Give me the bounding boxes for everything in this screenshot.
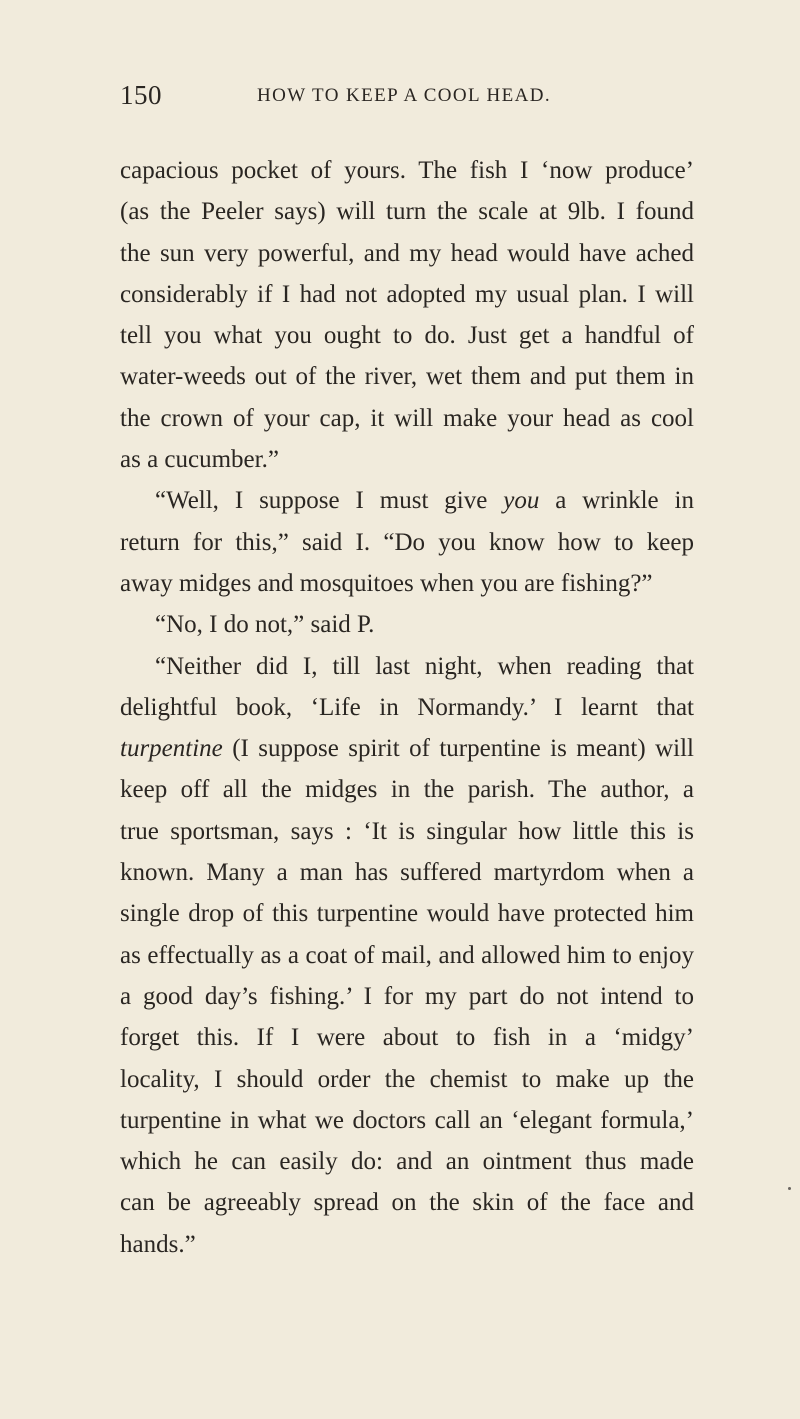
text-line: “No, I do not,” said P.: [155, 611, 375, 639]
text-line: “Well, I suppose I must give you a wrinkle in: [155, 487, 694, 515]
text-line: can be agreeably spread on the skin of the face and: [120, 1189, 694, 1217]
text-line: tell you what you ought to do. Just get a handful of: [120, 322, 694, 350]
text-line: the crown of your cap, it will make your head as cool: [120, 404, 694, 432]
text-line: hands.”: [120, 1230, 196, 1258]
text-line: water-weeds out of the river, wet them and put them in: [120, 363, 694, 391]
text-line: a good day’s fishing.’ I for my part do not intend to: [120, 982, 694, 1010]
text-line: delightful book, ‘Life in Normandy.’ I learnt that: [120, 693, 694, 721]
text-line: keep off all the midges in the parish. The author, a: [120, 776, 694, 804]
page-number: 150: [120, 80, 162, 110]
body-text: [120, 150, 694, 1265]
text-line: locality, I should order the chemist to make up the: [120, 1065, 694, 1093]
text-line: as effectually as a coat of mail, and allowed him to enjoy: [120, 941, 694, 969]
text-line: true sportsman, says : ‘It is singular how little this is: [120, 817, 694, 845]
text-line: forget this. If I were about to fish in a ‘midgy’: [120, 1024, 694, 1052]
text-line: capacious pocket of yours. The fish I ‘now produce’: [120, 157, 694, 184]
text-line: (as the Peeler says) will turn the scale at 9lb. I found: [120, 198, 694, 226]
page-header: [120, 80, 680, 120]
text-line: which he can easily do: and an ointment thus made: [120, 1148, 694, 1176]
running-title: HOW TO KEEP A COOL HEAD.: [257, 85, 551, 106]
text-line: turpentine in what we doctors call an ‘elegant formula,’: [120, 1106, 694, 1134]
text-line: the sun very powerful, and my head would have ached: [120, 239, 694, 267]
speck-mark: [788, 1187, 791, 1190]
text-line: return for this,” said I. “Do you know how to keep: [120, 528, 694, 556]
text-line: as a cucumber.”: [120, 446, 279, 474]
text-line: known. Many a man has suffered martyrdom when a: [120, 859, 694, 887]
text-line: “Neither did I, till last night, when reading that: [155, 652, 694, 680]
text-line: turpentine (I suppose spirit of turpentine is meant) will: [120, 735, 694, 763]
text-line: considerably if I had not adopted my usual plan. I will: [120, 280, 694, 308]
text-line: away midges and mosquitoes when you are fishing?”: [120, 569, 653, 597]
text-line: single drop of this turpentine would have protected him: [120, 900, 694, 928]
